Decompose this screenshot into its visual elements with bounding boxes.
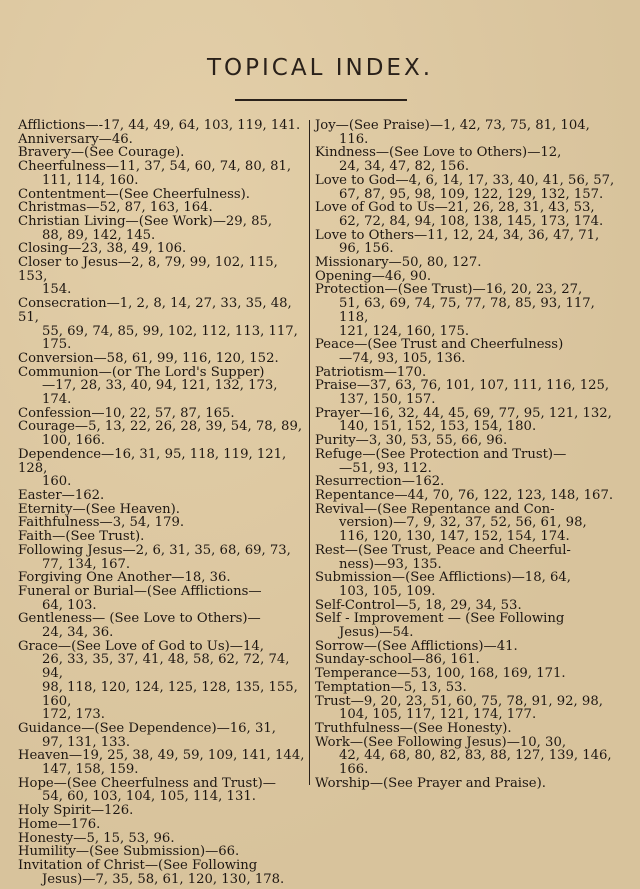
entry-text: Closing—23, 38, 49, 106. bbox=[18, 241, 187, 257]
entry-continuation: 100, 166. bbox=[42, 433, 105, 449]
index-entry bbox=[18, 749, 306, 776]
index-entry bbox=[18, 530, 306, 544]
entry-text: Eternity—(See Heaven). bbox=[18, 501, 180, 517]
entry-text: Opening—46, 90. bbox=[315, 268, 432, 284]
entry-continuation: —51, 93, 112. bbox=[339, 460, 432, 476]
entry-text: Holy Spirit—126. bbox=[18, 803, 134, 819]
entry-text: Patriotism—170. bbox=[315, 364, 427, 380]
entry-text: Worship—(See Prayer and Praise). bbox=[315, 775, 546, 791]
index-entry bbox=[18, 448, 306, 489]
index-entry bbox=[315, 667, 615, 681]
entry-continuation: 104, 105, 117, 121, 174, 177. bbox=[339, 707, 537, 723]
index-entry bbox=[18, 352, 306, 366]
entry-text: Anniversary—46. bbox=[18, 131, 133, 147]
index-entry bbox=[315, 338, 615, 365]
entry-continuation: 116. bbox=[339, 131, 369, 147]
entry-text: Love to God—4, 6, 14, 17, 33, 40, 41, 56, 57, bbox=[315, 172, 615, 188]
index-entry bbox=[315, 407, 615, 434]
entry-text: Funeral or Burial—(See Afflictions— bbox=[18, 583, 262, 599]
index-entry bbox=[315, 695, 615, 722]
entry-text: Conversion—58, 61, 99, 116, 120, 152. bbox=[18, 350, 279, 366]
entry-continuation: 111, 114, 160. bbox=[42, 172, 139, 188]
index-entry bbox=[18, 585, 306, 612]
entry-continuation: 64, 103. bbox=[42, 597, 97, 613]
entry-text: Bravery—(See Courage). bbox=[18, 145, 185, 161]
entry-text: Self - Improvement — (See Following bbox=[315, 611, 565, 627]
entry-text: Kindness—(See Love to Others)—12, bbox=[315, 145, 562, 161]
entry-text: Work—(See Following Jesus)—10, 30, bbox=[315, 734, 567, 750]
entry-text: Repentance—44, 70, 76, 122, 123, 148, 167. bbox=[315, 487, 614, 503]
entry-continuation: 67, 87, 95, 98, 109, 122, 129, 132, 157. bbox=[339, 186, 604, 202]
index-entry bbox=[18, 366, 306, 407]
entry-text: Contentment—(See Cheerfulness). bbox=[18, 186, 250, 202]
title-underline bbox=[235, 99, 407, 101]
column-divider bbox=[309, 120, 310, 785]
entry-continuation: 172, 173. bbox=[42, 707, 105, 723]
index-entry bbox=[18, 777, 306, 804]
entry-text: Prayer—16, 32, 44, 45, 69, 77, 95, 121, 132, bbox=[315, 405, 612, 421]
index-entry bbox=[18, 133, 306, 147]
index-entry bbox=[18, 544, 306, 571]
entry-continuation: 140, 151, 152, 153, 154, 180. bbox=[339, 419, 537, 435]
index-entry bbox=[18, 146, 306, 160]
entry-text: Missionary—50, 80, 127. bbox=[315, 255, 482, 271]
entry-text: Love of God to Us—21, 26, 28, 31, 43, 53, bbox=[315, 200, 595, 216]
index-entry bbox=[315, 283, 615, 338]
index-entry bbox=[18, 489, 306, 503]
index-entry bbox=[315, 119, 615, 146]
entry-continuation: Jesus)—54. bbox=[339, 625, 414, 641]
entry-text: Following Jesus—2, 6, 31, 35, 68, 69, 73, bbox=[18, 542, 291, 558]
index-entry bbox=[315, 270, 615, 284]
entry-continuation: ness)—93, 135. bbox=[339, 556, 442, 572]
index-entry bbox=[315, 229, 615, 256]
entry-text: Christmas—52, 87, 163, 164. bbox=[18, 200, 213, 216]
index-entry bbox=[315, 599, 615, 613]
entry-text: Easter—162. bbox=[18, 487, 105, 503]
entry-text: Dependence—16, 31, 95, 118, 119, 121, 128, bbox=[18, 446, 287, 476]
index-entry bbox=[18, 201, 306, 215]
entry-text: Revival—(See Repentance and Con- bbox=[315, 501, 555, 517]
index-entry bbox=[315, 174, 615, 201]
entry-continuation: 160. bbox=[42, 474, 72, 490]
index-entry bbox=[18, 571, 306, 585]
entry-continuation: 98, 118, 120, 124, 125, 128, 135, 155, 160, bbox=[42, 679, 298, 709]
entry-continuation: version)—7, 9, 32, 37, 52, 56, 61, 98, bbox=[339, 515, 587, 531]
index-entry bbox=[315, 366, 615, 380]
index-entry bbox=[18, 420, 306, 447]
left-column bbox=[18, 119, 306, 886]
index-entry bbox=[18, 804, 306, 818]
entry-continuation: Jesus)—7, 35, 58, 61, 120, 130, 178. bbox=[42, 871, 285, 887]
entry-text: Rest—(See Trust, Peace and Cheerful- bbox=[315, 542, 571, 558]
index-entry bbox=[18, 612, 306, 639]
entry-text: Home—176. bbox=[18, 816, 101, 832]
entry-continuation: 77, 134, 167. bbox=[42, 556, 131, 572]
entry-continuation: 42, 44, 68, 80, 82, 83, 88, 127, 139, 146, bbox=[339, 748, 612, 764]
entry-text: Sunday-school—86, 161. bbox=[315, 652, 480, 668]
entry-text: Resurrection—162. bbox=[315, 474, 445, 490]
entry-text: Guidance—(See Dependence)—16, 31, bbox=[18, 720, 276, 736]
entry-text: Peace—(See Trust and Cheerfulness) bbox=[315, 337, 564, 353]
entry-text: Gentleness— (See Love to Others)— bbox=[18, 611, 261, 627]
index-entry bbox=[18, 832, 306, 846]
index-entry bbox=[315, 736, 615, 777]
index-entry bbox=[18, 188, 306, 202]
entry-text: Invitation of Christ—(See Following bbox=[18, 857, 258, 873]
entry-continuation: 154. bbox=[42, 282, 72, 298]
entry-text: Truthfulness—(See Honesty). bbox=[315, 720, 512, 736]
entry-text: Consecration—1, 2, 8, 14, 27, 33, 35, 48, 51, bbox=[18, 296, 292, 325]
entry-text: Trust—9, 20, 23, 51, 60, 75, 78, 91, 92, 98, bbox=[315, 693, 603, 709]
entry-continuation: 55, 69, 74, 85, 99, 102, 112, 113, 117, 175. bbox=[42, 323, 298, 353]
entry-text: Hope—(See Cheerfulness and Trust)— bbox=[18, 775, 276, 791]
index-entry bbox=[315, 448, 615, 475]
entry-text: Self-Control—5, 18, 29, 34, 53. bbox=[315, 597, 522, 613]
entry-text: Communion—(or The Lord's Supper) bbox=[18, 364, 265, 380]
entry-continuation: 166. bbox=[339, 762, 369, 778]
entry-continuation: 96, 156. bbox=[339, 241, 394, 257]
entry-text: Purity—3, 30, 53, 55, 66, 96. bbox=[315, 433, 508, 449]
entry-text: Honesty—5, 15, 53, 96. bbox=[18, 830, 175, 846]
entry-continuation: 51, 63, 69, 74, 75, 77, 78, 85, 93, 117, 118, bbox=[339, 296, 595, 325]
entry-text: Heaven—19, 25, 38, 49, 59, 109, 141, 144, bbox=[18, 748, 305, 764]
index-entry bbox=[315, 489, 615, 503]
index-entry bbox=[18, 160, 306, 187]
index-entry bbox=[18, 119, 306, 133]
entry-text: Confession—10, 22, 57, 87, 165. bbox=[18, 405, 235, 421]
entry-continuation: 97, 131, 133. bbox=[42, 734, 131, 750]
entry-text: Courage—5, 13, 22, 26, 28, 39, 54, 78, 89, bbox=[18, 419, 303, 435]
entry-continuation: —17, 28, 33, 40, 94, 121, 132, 173, 174. bbox=[42, 378, 278, 408]
index-entry bbox=[315, 256, 615, 270]
index-entry bbox=[18, 859, 306, 886]
entry-text: Refuge—(See Protection and Trust)— bbox=[315, 446, 567, 462]
entry-continuation: 103, 105, 109. bbox=[339, 583, 436, 599]
index-entry bbox=[18, 407, 306, 421]
index-entry bbox=[315, 777, 615, 791]
right-column bbox=[315, 119, 615, 790]
entry-continuation: 137, 150, 157. bbox=[339, 392, 436, 408]
entry-continuation: 26, 33, 35, 37, 41, 48, 58, 62, 72, 74, 94, bbox=[42, 652, 290, 682]
index-entry bbox=[315, 722, 615, 736]
entry-text: Protection—(See Trust)—16, 20, 23, 27, bbox=[315, 282, 583, 298]
index-entry bbox=[18, 516, 306, 530]
index-entry bbox=[315, 379, 615, 406]
entry-text: Sorrow—(See Afflictions)—41. bbox=[315, 638, 518, 654]
index-entry bbox=[315, 612, 615, 639]
entry-continuation: 88, 89, 142, 145. bbox=[42, 227, 156, 243]
entry-continuation: —74, 93, 105, 136. bbox=[339, 350, 466, 366]
index-entry bbox=[315, 571, 615, 598]
entry-text: Forgiving One Another—18, 36. bbox=[18, 570, 231, 586]
entry-continuation: 24, 34, 36. bbox=[42, 625, 114, 641]
entry-continuation: 116, 120, 130, 147, 152, 154, 174. bbox=[339, 529, 570, 545]
index-entry bbox=[18, 845, 306, 859]
index-entry bbox=[18, 297, 306, 352]
index-entry bbox=[18, 215, 306, 242]
entry-continuation: 24, 34, 47, 82, 156. bbox=[339, 159, 470, 175]
entry-continuation: 62, 72, 84, 94, 108, 138, 145, 173, 174. bbox=[339, 213, 604, 229]
index-entry bbox=[315, 146, 615, 173]
entry-text: Temperance—53, 100, 168, 169, 171. bbox=[315, 666, 566, 682]
index-entry bbox=[315, 653, 615, 667]
entry-text: Temptation—5, 13, 53. bbox=[315, 679, 467, 695]
index-entry bbox=[315, 544, 615, 571]
entry-text: Humility—(See Submission)—66. bbox=[18, 844, 240, 860]
entry-text: Christian Living—(See Work)—29, 85, bbox=[18, 213, 273, 229]
index-entry bbox=[18, 256, 306, 297]
index-entry bbox=[315, 503, 615, 544]
entry-continuation: 147, 158, 159. bbox=[42, 762, 139, 778]
page-title: TOPICAL INDEX. bbox=[206, 55, 434, 81]
entry-text: Grace—(See Love of God to Us)—14, bbox=[18, 638, 264, 654]
entry-text: Praise—37, 63, 76, 101, 107, 111, 116, 125, bbox=[315, 378, 610, 394]
index-entry bbox=[18, 503, 306, 517]
entry-text: Closer to Jesus—2, 8, 79, 99, 102, 115, 153, bbox=[18, 255, 278, 284]
index-entry bbox=[315, 640, 615, 654]
entry-text: Love to Others—11, 12, 24, 34, 36, 47, 71, bbox=[315, 227, 600, 243]
index-entry bbox=[18, 818, 306, 832]
index-entry bbox=[18, 722, 306, 749]
index-entry bbox=[18, 242, 306, 256]
entry-text: Joy—(See Praise)—1, 42, 73, 75, 81, 104, bbox=[315, 118, 590, 133]
entry-text: Afflictions—-17, 44, 49, 64, 103, 119, 141. bbox=[18, 118, 301, 133]
index-entry bbox=[315, 475, 615, 489]
entry-text: Cheerfulness—11, 37, 54, 60, 74, 80, 81, bbox=[18, 159, 292, 175]
entry-text: Faithfulness—3, 54, 179. bbox=[18, 515, 185, 531]
entry-text: Submission—(See Afflictions)—18, 64, bbox=[315, 570, 571, 586]
index-entry bbox=[18, 640, 306, 722]
entry-text: Faith—(See Trust). bbox=[18, 529, 145, 545]
index-entry bbox=[315, 201, 615, 228]
entry-continuation: 54, 60, 103, 104, 105, 114, 131. bbox=[42, 789, 256, 805]
index-entry bbox=[315, 681, 615, 695]
index-entry bbox=[315, 434, 615, 448]
entry-continuation: 121, 124, 160, 175. bbox=[339, 323, 470, 339]
